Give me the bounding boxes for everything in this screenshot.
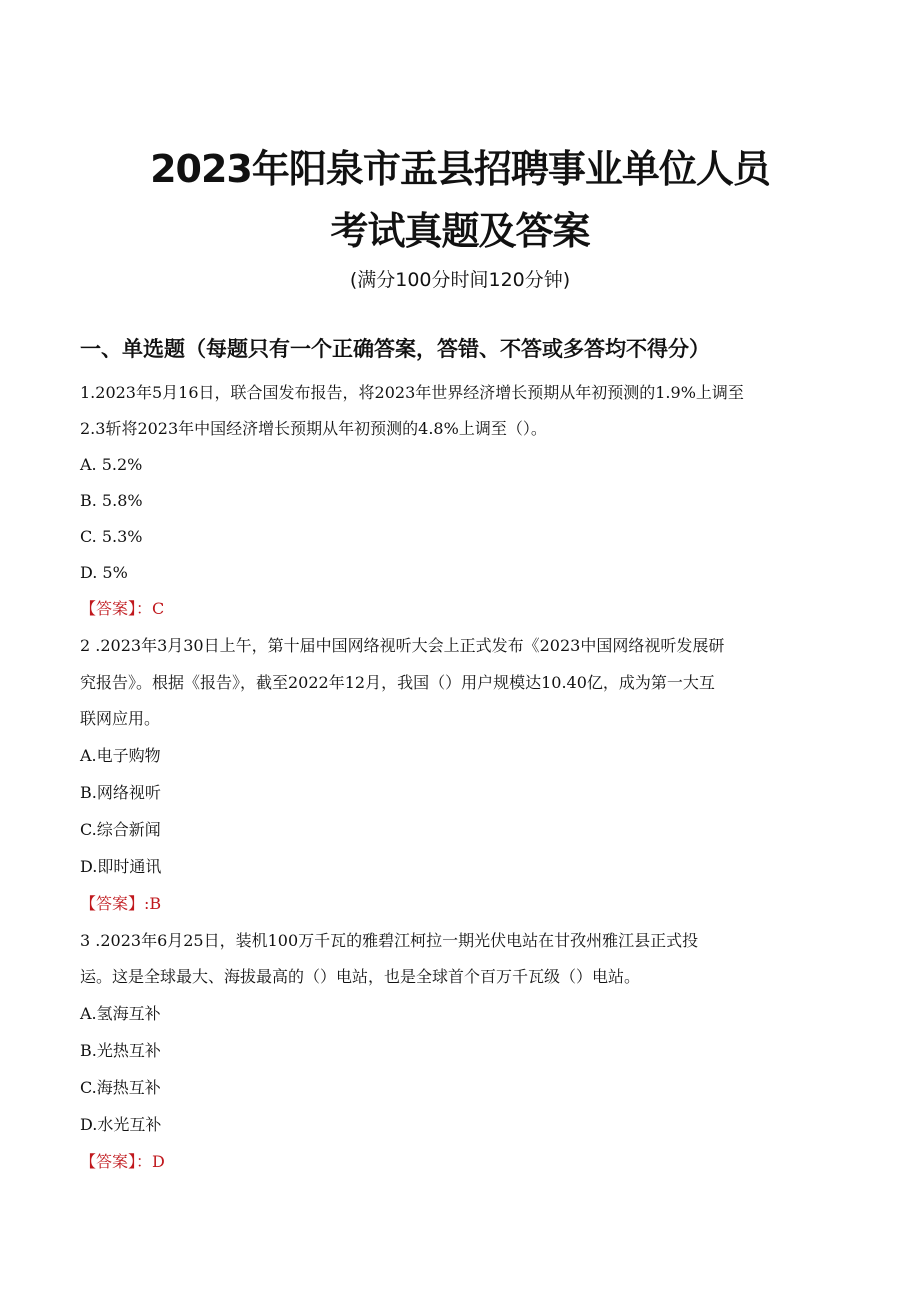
document-title-line-2: 考试真题及答案 (330, 209, 590, 253)
question-1-answer: 【答案】：C (80, 599, 165, 618)
question-2-stem-line-1: 2 .2023年3月30日上午，第十届中国网络视听大会上正式发布《2023中国网络视听发展研 (80, 636, 725, 655)
question-1-stem-line-1: 1.2023年5月16日，联合国发布报告，将2023年世界经济增长预期从年初预测的1.9%上调至 (80, 383, 744, 402)
question-2-option-d: D.即时通讯 (80, 857, 162, 876)
question-1-option-c: C. 5.3% (80, 527, 143, 546)
question-1-option-d: D. 5% (80, 563, 128, 582)
question-2-option-a: A.电子购物 (80, 746, 161, 765)
section-heading-single-choice: 一、单选题（每题只有一个正确答案，答错、不答或多答均不得分） (80, 337, 710, 361)
question-3-stem-line-2: 运。这是全球最大、海拔最高的（）电站，也是全球首个百万千瓦级（）电站。 (80, 967, 641, 986)
question-3-option-a: A.氢海互补 (80, 1004, 161, 1023)
question-1-option-a: A. 5.2% (80, 455, 143, 474)
question-3-option-d: D.水光互补 (80, 1115, 162, 1134)
question-3-option-b: B.光热互补 (80, 1041, 161, 1060)
question-3-option-c: C.海热互补 (80, 1078, 161, 1097)
exam-info-subtitle: (满分100分时间120分钟) (349, 269, 571, 291)
document-title-line-1: 2023年阳泉市盂县招聘事业单位人员 (150, 147, 770, 191)
question-1-stem-line-2: 2.3斩将2023年中国经济增长预期从年初预测的4.8%上调至（）。 (80, 419, 547, 438)
question-2-option-c: C.综合新闻 (80, 820, 161, 839)
question-2-stem-line-2: 究报告》。根据《报告》，截至2022年12月，我国（）用户规模达10.40亿，成为第一大互 (80, 673, 715, 692)
question-2-stem-line-3: 联网应用。 (80, 709, 161, 728)
question-3-stem-line-1: 3 .2023年6月25日，装机100万千瓦的雅碧江柯拉一期光伏电站在甘孜州雅江县正式投 (80, 931, 699, 950)
question-2-option-b: B.网络视听 (80, 783, 161, 802)
question-3-answer: 【答案】：D (80, 1152, 165, 1171)
question-1-option-b: B. 5.8% (80, 491, 143, 510)
question-2-answer: 【答案】:B (80, 894, 162, 913)
